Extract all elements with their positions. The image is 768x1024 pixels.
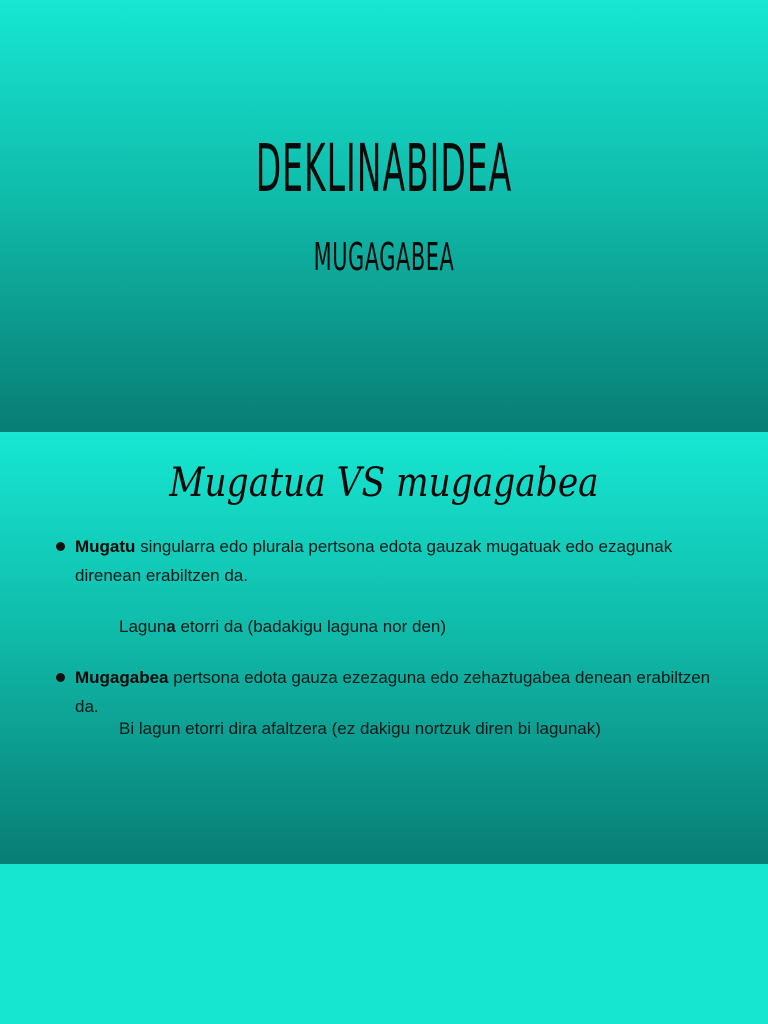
bullet-text — [75, 532, 735, 590]
bullet-term: Mugatu — [75, 537, 136, 556]
next-slide — [0, 864, 768, 1024]
example-mugatu — [119, 612, 739, 641]
title-slide — [0, 0, 768, 432]
slide-subtitle: MUGAGABEA — [313, 235, 455, 279]
example-mugagabea: Bi lagun etorri dira afaltzera (ez dakigu nortzuk diren bi lagunak) — [119, 719, 601, 738]
bullet-term: Mugagabea — [75, 668, 169, 687]
bullet-dot-icon — [56, 673, 65, 682]
bullet-body: singularra edo plurala pertsona edota gauzak mugatuak edo ezagunak direnean erabiltzen da. — [75, 537, 673, 585]
bullet-text — [75, 663, 735, 721]
bullet-body: pertsona edota gauza ezezaguna edo zehaztugabea denean erabiltzen da. — [75, 668, 711, 716]
example-rest: etorri da (badakigu laguna nor den) — [175, 617, 447, 636]
example-word: Lagun — [119, 617, 167, 636]
example-highlight: a — [166, 617, 176, 636]
slide-heading: Mugatua VS mugagabea — [169, 460, 599, 506]
bullet-dot-icon — [56, 542, 65, 551]
slide-title: DEKLINABIDEA — [255, 130, 513, 207]
